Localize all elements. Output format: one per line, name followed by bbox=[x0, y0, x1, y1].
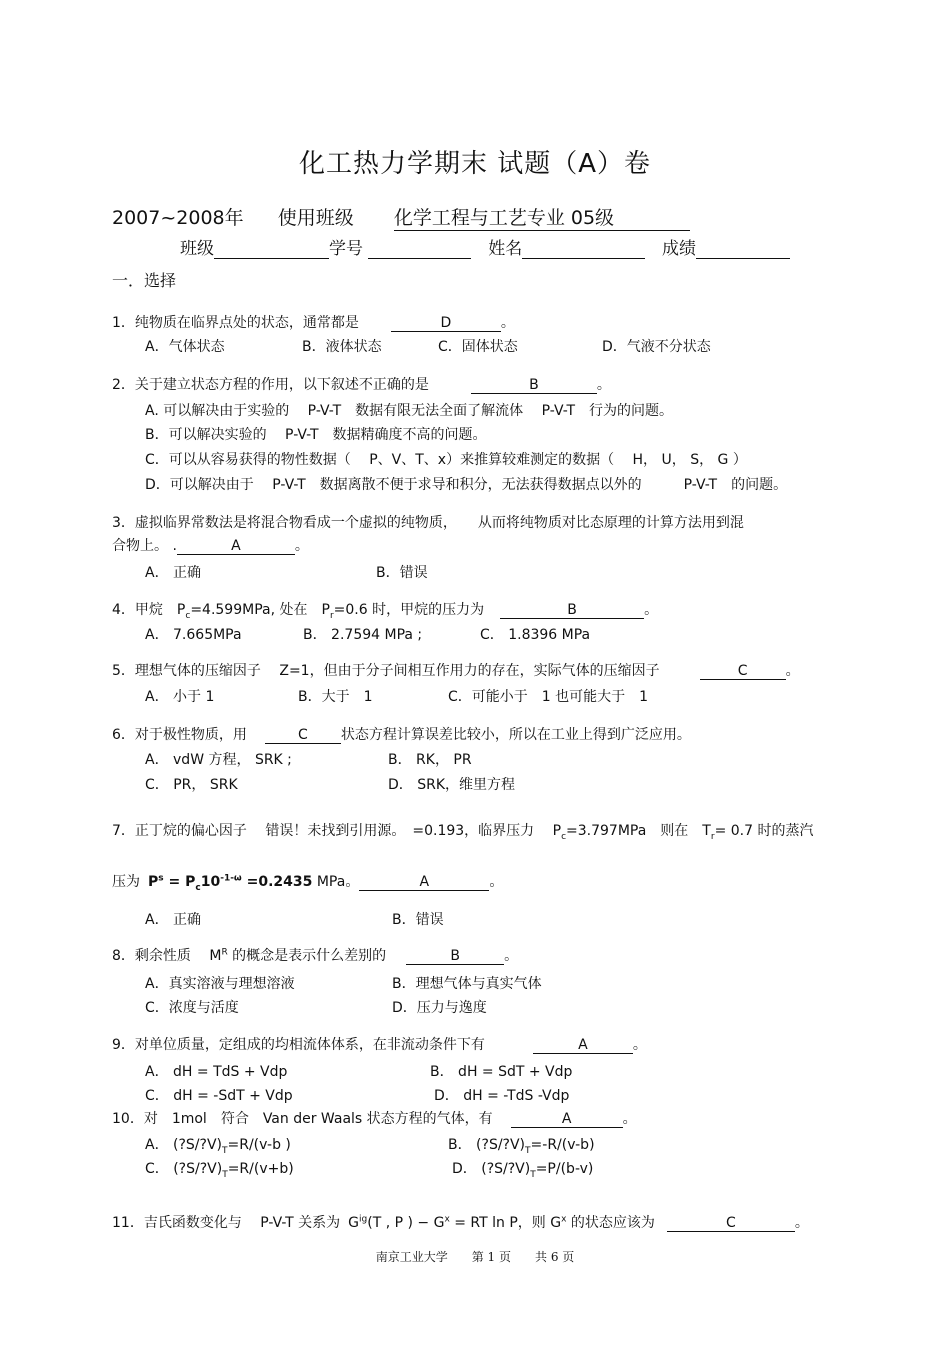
class-label: 使用班级 bbox=[277, 207, 354, 229]
score-field-label: 成绩 bbox=[662, 239, 697, 259]
question-stem: = 0.7 时的蒸汽 bbox=[714, 823, 814, 839]
subscript: r bbox=[710, 831, 715, 842]
punct: 。 bbox=[622, 1111, 637, 1127]
answer-blank: B bbox=[406, 948, 504, 965]
subscript: T bbox=[222, 1145, 228, 1156]
answer-blank: D bbox=[391, 315, 501, 332]
option: B． 2.7594 MPa ; bbox=[303, 627, 423, 643]
exam-meta bbox=[112, 203, 690, 231]
punct: 。 bbox=[489, 874, 504, 890]
question-stem: =4.599MPa, 处在 P bbox=[190, 602, 330, 618]
question-10 bbox=[112, 1108, 637, 1128]
question-stem: 8．剩余性质 M bbox=[112, 948, 222, 964]
question-7-cont bbox=[112, 871, 503, 893]
question-stem: 6．对于极性物质，用 bbox=[112, 727, 247, 743]
question-stem: 10．对 1mol 符合 Van der Waals 状态方程的气体，有 bbox=[112, 1111, 493, 1127]
subscript: T bbox=[525, 1145, 531, 1156]
class-field-label: 班级 bbox=[180, 239, 214, 259]
answer-blank: A bbox=[511, 1111, 623, 1128]
gibbs-formula bbox=[348, 1215, 518, 1231]
question-stem: =0.6 时，甲烷的压力为 bbox=[333, 602, 485, 618]
option bbox=[145, 1134, 291, 1156]
answer-blank: C bbox=[265, 727, 341, 744]
option: B．液体状态 bbox=[302, 339, 382, 355]
formula-part: − G bbox=[412, 1215, 445, 1231]
question-stem: 1．纯物质在临界点处的状态，通常都是 bbox=[112, 315, 359, 331]
option: A. 可以解决由于实验的 P-V-T 数据有限无法全面了解流体 P-V-T 行为的问题。 bbox=[145, 403, 674, 419]
name-blank[interactable] bbox=[522, 238, 645, 259]
answer-blank: C bbox=[700, 663, 786, 680]
id-blank[interactable] bbox=[368, 238, 471, 259]
option bbox=[452, 1158, 593, 1180]
section-title: 一．选择 bbox=[112, 271, 177, 290]
option-text: D． (?S/?V) bbox=[452, 1161, 531, 1177]
option: B． dH = SdT + Vdp bbox=[430, 1064, 573, 1080]
formula-part: = RT ln P bbox=[449, 1215, 518, 1231]
option: B．可以解决实验的 P-V-T 数据精确度不高的问题。 bbox=[145, 427, 487, 443]
score-blank[interactable] bbox=[696, 238, 790, 259]
question-5 bbox=[112, 660, 800, 680]
answer-blank: A bbox=[359, 874, 489, 891]
question-6 bbox=[112, 724, 691, 744]
formula-unit: MPa。 bbox=[312, 874, 360, 890]
option: D．气液不分状态 bbox=[602, 339, 711, 355]
formula-part: (T , P ) bbox=[367, 1215, 413, 1231]
option: A． 正确 bbox=[145, 912, 202, 928]
subscript: c bbox=[561, 831, 567, 842]
option: C．可能小于 1 也可能大于 1 bbox=[448, 689, 649, 705]
class-value: 化学工程与工艺专业 05级 bbox=[394, 203, 690, 231]
punct: 。 bbox=[504, 948, 519, 964]
superscript: x bbox=[561, 1214, 567, 1225]
question-11 bbox=[112, 1212, 809, 1232]
option-text: =-R/(v-b) bbox=[530, 1137, 595, 1153]
option-text: =R/(v-b ) bbox=[227, 1137, 291, 1153]
option: A．气体状态 bbox=[145, 339, 225, 355]
punct: 。 bbox=[794, 1215, 809, 1231]
option: B． RK， PR bbox=[388, 752, 472, 768]
option: A．真实溶液与理想溶液 bbox=[145, 976, 295, 992]
superscript: R bbox=[221, 947, 228, 958]
option: B．错误 bbox=[392, 912, 444, 928]
question-3: 3．虚拟临界常数法是将混合物看成一个虚拟的纯物质， 从而将纯物质对比态原理的计算方法用到混 bbox=[112, 515, 744, 531]
punct: 。 bbox=[596, 377, 611, 393]
answer-blank: B bbox=[500, 602, 644, 619]
question-stem: 压为 bbox=[112, 874, 140, 890]
option: B．错误 bbox=[376, 565, 428, 581]
question-7 bbox=[112, 820, 813, 842]
subscript: c bbox=[185, 610, 191, 621]
page-title: 化工热力学期末 试题（A）卷 bbox=[298, 149, 652, 179]
superscript: x bbox=[444, 1214, 450, 1225]
formula-part: =0.2435 bbox=[241, 874, 313, 890]
option-text: A． (?S/?V) bbox=[145, 1137, 222, 1153]
formula-part: = P bbox=[163, 874, 196, 890]
subscript: r bbox=[329, 610, 334, 621]
punct: 。 bbox=[632, 1037, 647, 1053]
option: C． PR， SRK bbox=[145, 777, 238, 793]
answer-blank: A bbox=[533, 1037, 633, 1054]
formula-part: G bbox=[348, 1215, 360, 1231]
class-blank[interactable] bbox=[214, 238, 329, 259]
option: C．可以从容易获得的物性数据（ P、V、T、x）来推算较难测定的数据（ H， U， S， G ） bbox=[145, 452, 747, 468]
answer-blank: C bbox=[667, 1215, 795, 1232]
punct: 。 bbox=[294, 538, 309, 554]
option: A． 7.665MPa bbox=[145, 627, 242, 643]
question-stem: 9．对单位质量，定组成的均相流体体系，在非流动条件下有 bbox=[112, 1037, 485, 1053]
punct: 。 bbox=[500, 315, 515, 331]
option-text: C． (?S/?V) bbox=[145, 1161, 223, 1177]
question-2 bbox=[112, 374, 611, 394]
student-info bbox=[180, 234, 790, 259]
question-3-cont bbox=[112, 535, 309, 555]
name-field-label: 姓名 bbox=[488, 239, 523, 259]
option: C．浓度与活度 bbox=[145, 1000, 239, 1016]
punct: 。 bbox=[644, 602, 659, 618]
option: C． dH = -SdT + Vdp bbox=[145, 1088, 293, 1104]
subscript: T bbox=[530, 1169, 536, 1180]
superscript: s bbox=[158, 873, 164, 884]
question-stem: 合物上。 . bbox=[112, 538, 177, 554]
option: C．固体状态 bbox=[438, 339, 518, 355]
question-stem: 的概念是表示什么差别的 bbox=[227, 948, 387, 964]
question-8 bbox=[112, 945, 518, 965]
answer-blank: A bbox=[177, 538, 295, 555]
answer-blank: B bbox=[471, 377, 597, 394]
subscript: c bbox=[195, 882, 201, 893]
punct: 。 bbox=[785, 663, 800, 679]
option: D． dH = -TdS -Vdp bbox=[434, 1088, 570, 1104]
superscript: -1-ω bbox=[220, 873, 242, 884]
option: B．理想气体与真实气体 bbox=[392, 976, 542, 992]
formula-part: 10 bbox=[200, 874, 221, 890]
vapor-pressure-formula bbox=[148, 873, 313, 893]
superscript: ig bbox=[359, 1214, 368, 1225]
option-text: B． (?S/?V) bbox=[448, 1137, 526, 1153]
option: A． 正确 bbox=[145, 565, 202, 581]
question-9 bbox=[112, 1034, 647, 1054]
option: D．压力与逸度 bbox=[392, 1000, 487, 1016]
option-text: =P/(b-v) bbox=[535, 1161, 594, 1177]
option: C． 1.8396 MPa bbox=[480, 627, 591, 643]
page-footer: 南京工业大学 第 1 页 共 6 页 bbox=[375, 1250, 575, 1264]
question-stem: 状态方程计算误差比较小，所以在工业上得到广泛应用。 bbox=[340, 727, 691, 743]
question-stem: 5．理想气体的压缩因子 Z=1，但由于分子间相互作用力的存在，实际气体的压缩因子 bbox=[112, 663, 660, 679]
question-1 bbox=[112, 312, 515, 332]
option: A． dH = TdS + Vdp bbox=[145, 1064, 288, 1080]
option bbox=[145, 1158, 294, 1180]
formula-part: P bbox=[148, 874, 159, 890]
question-stem: 7．正丁烷的偏心因子 错误！未找到引用源。 =0.193，临界压力 P bbox=[112, 823, 562, 839]
option: A． 小于 1 bbox=[145, 689, 215, 705]
question-stem: =3.797MPa 则在 T bbox=[566, 823, 711, 839]
option: D． SRK，维里方程 bbox=[388, 777, 516, 793]
question-stem: 4．甲烷 P bbox=[112, 602, 186, 618]
option bbox=[448, 1134, 595, 1156]
option: B．大于 1 bbox=[298, 689, 373, 705]
question-stem: ，则 G bbox=[517, 1215, 562, 1231]
question-stem: 2．关于建立状态方程的作用，以下叙述不正确的是 bbox=[112, 377, 429, 393]
exam-year: 2007~2008年 bbox=[112, 207, 244, 229]
option-text: =R/(v+b) bbox=[227, 1161, 294, 1177]
question-stem: 的状态应该为 bbox=[566, 1215, 655, 1231]
option: D．可以解决由于 P-V-T 数据离散不便于求导和积分，无法获得数据点以外的 P-V-T 的问题。 bbox=[145, 477, 788, 493]
option: A． vdW 方程， SRK ; bbox=[145, 752, 292, 768]
question-stem: 11．吉氏函数变化与 P-V-T 关系为 bbox=[112, 1215, 341, 1231]
id-field-label: 学号 bbox=[329, 239, 363, 259]
subscript: T bbox=[222, 1169, 228, 1180]
question-4 bbox=[112, 599, 658, 621]
